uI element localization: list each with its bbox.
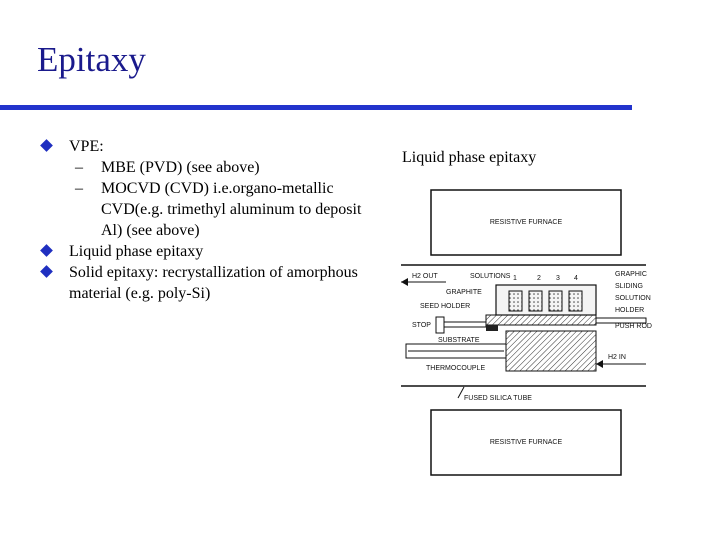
sub-bullet-text: MBE (PVD) (see above) — [101, 159, 260, 176]
solution-label: SOLUTION — [615, 295, 651, 302]
lpe-apparatus-diagram — [396, 172, 676, 492]
dash-icon: – — [75, 159, 83, 176]
solution-well-3 — [549, 291, 562, 311]
base-block — [506, 331, 596, 371]
seed-holder-slider — [486, 315, 596, 325]
h2-in-arrowhead — [596, 360, 603, 368]
substrate — [486, 325, 498, 331]
solution-number-4: 4 — [574, 275, 578, 282]
solution-number-3: 3 — [556, 275, 560, 282]
graphite-label: GRAPHITE — [446, 289, 482, 296]
substrate-label: SUBSTRATE — [438, 337, 480, 344]
sub-bullet-text: MOCVD (CVD) i.e.organo-metallic CVD(e.g. trimethyl aluminum to deposit Al) (see above) — [101, 180, 362, 239]
fused-silica-label: FUSED SILICA TUBE — [464, 395, 532, 402]
solution-number-1: 1 — [513, 275, 517, 282]
solutions-label: SOLUTIONS — [470, 273, 511, 280]
h2-out-label: H2 OUT — [412, 273, 438, 280]
sub-bullet-mocvd — [42, 178, 372, 241]
solution-well-2 — [529, 291, 542, 311]
bullet-text: VPE: — [69, 138, 104, 155]
push-rod-label: PUSH ROD — [615, 323, 652, 330]
solution-well-4 — [569, 291, 582, 311]
top-furnace-label: RESISTIVE FURNACE — [489, 219, 563, 226]
diamond-bullet-icon — [40, 139, 53, 152]
stop-rod — [444, 322, 486, 327]
slide-title: Epitaxy — [37, 40, 146, 79]
dash-icon: – — [75, 180, 83, 197]
title-underline — [0, 105, 632, 110]
bullet-text: Solid epitaxy: recrystallization of amorphous material (e.g. poly-Si) — [69, 264, 358, 302]
diamond-bullet-icon — [40, 265, 53, 278]
solution-number-2: 2 — [537, 275, 541, 282]
bullet-solid — [42, 262, 372, 304]
bullet-list — [42, 136, 372, 304]
seed-holder-label: SEED HOLDER — [420, 303, 471, 310]
bullet-text: Liquid phase epitaxy — [69, 243, 204, 260]
thermocouple-label: THERMOCOUPLE — [426, 365, 486, 372]
figure-caption: Liquid phase epitaxy — [402, 149, 537, 166]
stop-block — [436, 317, 444, 333]
bottom-furnace-label: RESISTIVE FURNACE — [489, 439, 563, 446]
sub-bullet-mbe — [42, 157, 372, 178]
stop-label: STOP — [412, 322, 431, 329]
h2-in-label: H2 IN — [608, 354, 626, 361]
sliding-label: SLIDING — [615, 283, 644, 290]
holder-label: HOLDER — [615, 307, 645, 314]
solution-well-1 — [509, 291, 522, 311]
bullet-lpe — [42, 241, 372, 262]
diamond-bullet-icon — [40, 244, 53, 257]
bullet-vpe — [42, 136, 372, 157]
graphic-label: GRAPHIC — [615, 271, 647, 278]
h2-out-arrowhead — [401, 278, 408, 286]
